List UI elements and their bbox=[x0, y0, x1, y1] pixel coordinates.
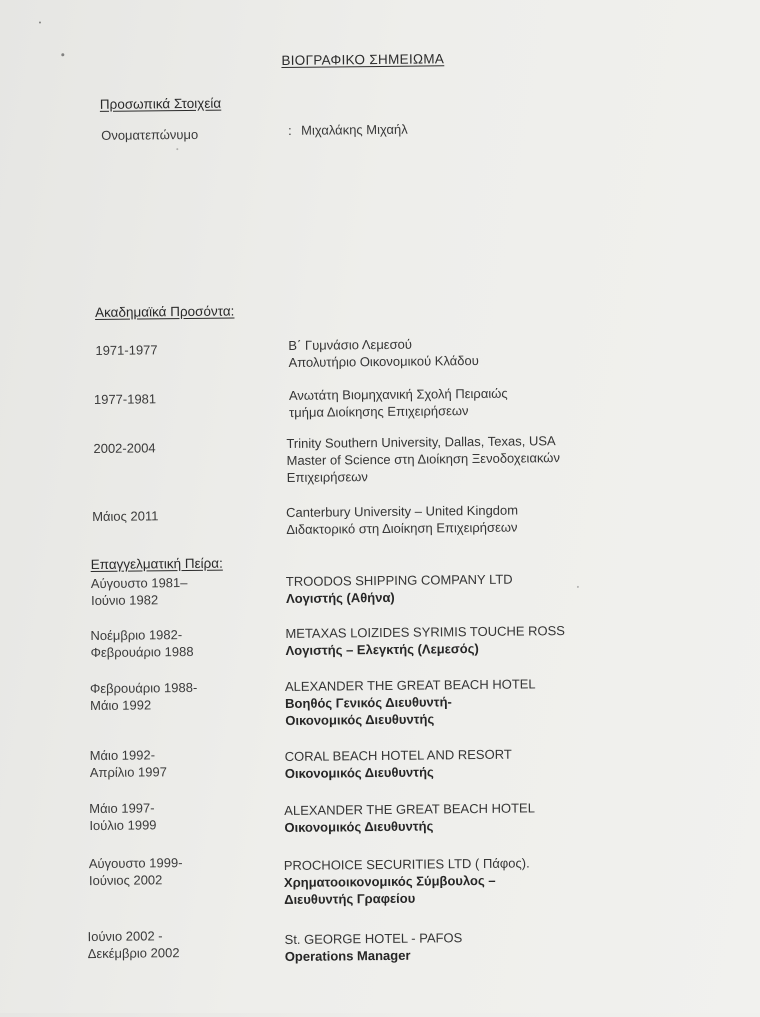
academic-date: 2002-2004 bbox=[93, 440, 156, 456]
experience-date-line: Μάιο 1997- bbox=[89, 800, 155, 817]
academic-description bbox=[288, 335, 479, 371]
academic-date: 1971-1977 bbox=[95, 342, 158, 358]
job-role: Λογιστής (Αθήνα) bbox=[285, 589, 395, 606]
academic-line: Απολυτήριο Οικονομικού Κλάδου bbox=[288, 352, 479, 370]
name-separator: : bbox=[288, 122, 292, 138]
personal-heading: Προσωπικά Στοιχεία bbox=[99, 95, 222, 112]
experience-date-line: Φεβρουάριο 1988 bbox=[90, 643, 194, 661]
academic-description bbox=[289, 385, 508, 421]
experience-date-line: Ιούνιο 2002 - bbox=[87, 928, 163, 945]
experience-date-line: Νοέμβριο 1982- bbox=[90, 627, 183, 644]
experience-description bbox=[285, 622, 565, 659]
job-role: Διευθυντής Γραφείου bbox=[284, 890, 416, 908]
experience-description bbox=[285, 675, 536, 729]
academic-line: Β΄ Γυμνάσιο Λεμεσού bbox=[288, 336, 413, 353]
academic-line: Επιχειρήσεων bbox=[286, 469, 368, 485]
academic-line: Canterbury University – United Kingdom bbox=[286, 502, 519, 520]
job-role: Operations Manager bbox=[284, 947, 411, 965]
paper-speck bbox=[61, 53, 64, 56]
job-role: Οικονομικός Διευθυντής bbox=[284, 764, 434, 782]
experience-date bbox=[91, 574, 188, 609]
experience-date-line: Φεβρουάριο 1988- bbox=[89, 679, 198, 697]
experience-date bbox=[89, 799, 156, 834]
academic-line: τμήμα Διοίκησης Επιχειρήσεων bbox=[288, 403, 469, 420]
experience-date bbox=[89, 854, 183, 889]
document-title: ΒΙΟΓΡΑΦΙΚΟ ΣΗΜΕΙΩΜΑ bbox=[281, 51, 445, 69]
company-name: St. GEORGE HOTEL - PAFOS bbox=[284, 930, 463, 948]
academic-line: Trinity Southern University, Dallas, Texas, USA bbox=[286, 433, 556, 451]
academic-line: Διδακτορικό στη Διοίκηση Επιχειρήσεων bbox=[286, 519, 518, 537]
experience-heading: Επαγγελματική Πείρα: bbox=[90, 555, 223, 573]
job-role: Οικονομικός Διευθυντής bbox=[284, 818, 434, 836]
experience-description bbox=[284, 799, 535, 836]
academic-line: Master of Science στη Διοίκηση Ξενοδοχειακών bbox=[286, 450, 560, 468]
experience-date-line: Ιούλιο 1999 bbox=[89, 817, 157, 834]
academic-line: Ανωτάτη Βιομηχανική Σχολή Πειραιώς bbox=[288, 385, 508, 403]
company-name: CORAL BEACH HOTEL AND RESORT bbox=[284, 746, 512, 765]
experience-description bbox=[286, 571, 513, 607]
experience-date bbox=[90, 746, 167, 781]
company-name: TROODOS SHIPPING COMPANY LTD bbox=[285, 571, 513, 589]
academic-date: Μάιος 2011 bbox=[92, 508, 159, 525]
experience-date-line: Ιούνιος 2002 bbox=[88, 872, 163, 889]
experience-date bbox=[90, 626, 193, 661]
experience-description bbox=[285, 746, 512, 782]
experience-date-line: Αύγουστο 1981– bbox=[90, 575, 188, 592]
company-name: ALEXANDER THE GREAT BEACH HOTEL bbox=[284, 800, 535, 819]
job-role: Βοηθός Γενικός Διευθυντή- bbox=[285, 694, 452, 712]
academic-description bbox=[286, 502, 518, 538]
experience-description bbox=[284, 854, 530, 908]
paper-speck bbox=[577, 586, 579, 588]
experience-date-line: Δεκέμβριο 2002 bbox=[87, 945, 180, 962]
academic-heading: Ακαδημαϊκά Προσόντα: bbox=[94, 303, 235, 320]
experience-date-line: Ιούνιο 1982 bbox=[90, 592, 159, 609]
job-role: Οικονομικός Διευθυντής bbox=[285, 711, 435, 729]
academic-description bbox=[286, 432, 560, 486]
job-role: Λογιστής – Ελεγκτής (Λεμεσός) bbox=[285, 640, 479, 658]
experience-date-line: Μάιο 1992- bbox=[89, 747, 156, 764]
company-name: ALEXANDER THE GREAT BEACH HOTEL bbox=[284, 676, 536, 695]
name-label: Ονοματεπώνυμο bbox=[101, 126, 199, 143]
experience-date bbox=[90, 679, 198, 714]
company-name: PROCHOICE SECURITIES LTD ( Πάφος). bbox=[283, 855, 530, 874]
company-name: METAXAS LOIZIDES SYRIMIS TOUCHE ROSS bbox=[285, 623, 566, 641]
paper-speck bbox=[176, 148, 178, 150]
paper-speck bbox=[39, 22, 41, 24]
academic-date: 1977-1981 bbox=[93, 391, 157, 407]
experience-date bbox=[87, 927, 179, 962]
job-role: Χρηματοοικονομικός Σύμβουλος – bbox=[283, 872, 496, 891]
experience-date-line: Αύγουστο 1999- bbox=[88, 855, 183, 872]
experience-description bbox=[285, 929, 463, 965]
experience-date-line: Απρίλιο 1997 bbox=[89, 764, 167, 781]
experience-date-line: Μάιο 1992 bbox=[90, 697, 152, 714]
name-value: Μιχαλάκης Μιχαήλ bbox=[301, 121, 408, 138]
